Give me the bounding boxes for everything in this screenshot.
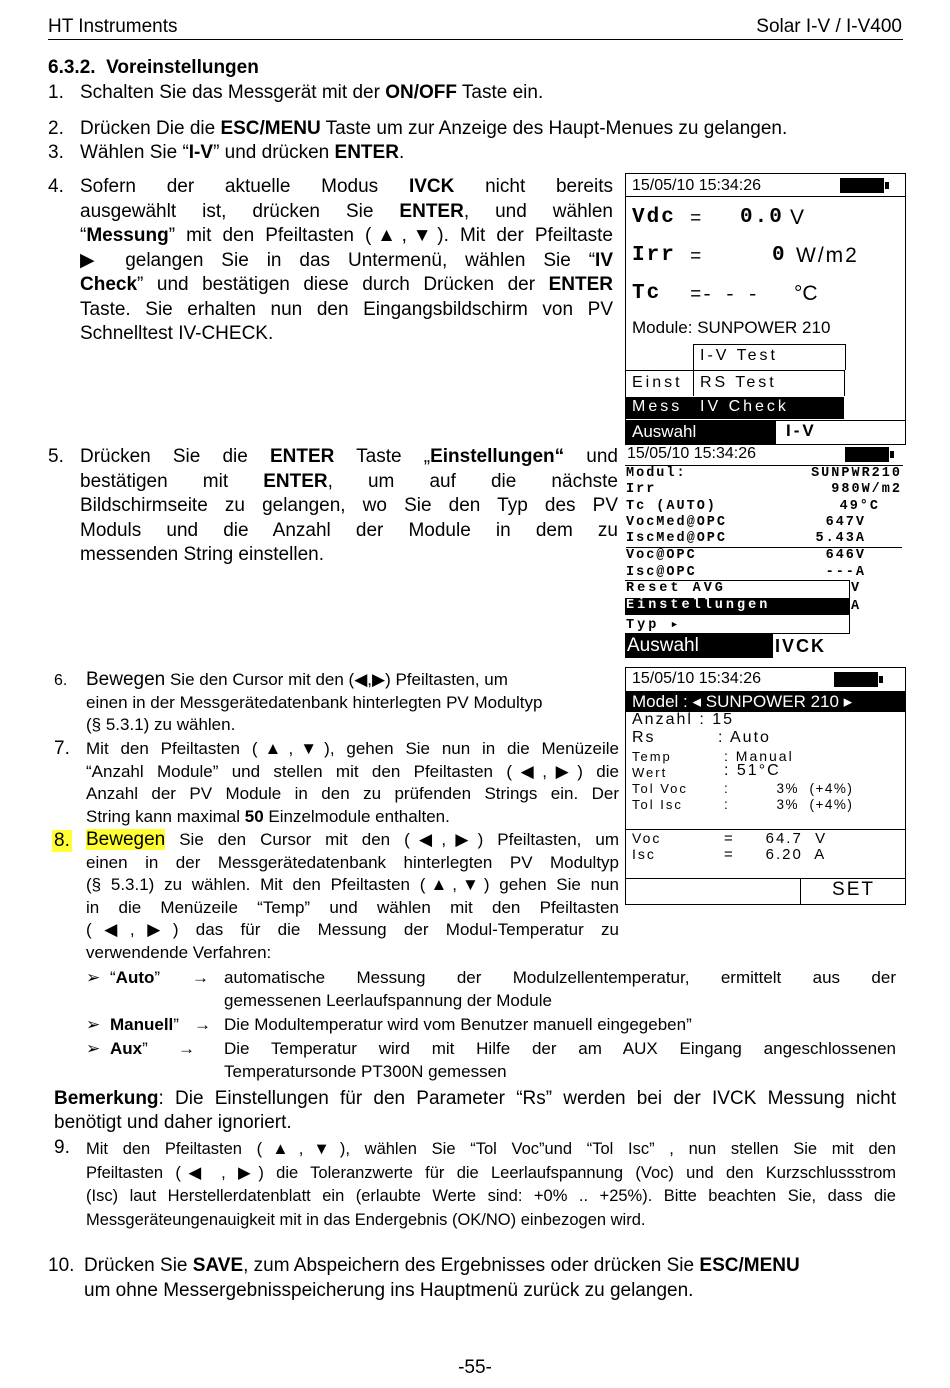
device-screen-1 — [625, 173, 906, 445]
isc-value: = 6.20 A — [724, 846, 827, 863]
tol-voc-value[interactable]: : 3% (+4%) — [724, 781, 854, 796]
menu-rs-test[interactable]: RS Test — [700, 374, 777, 391]
menu-einstellungen[interactable]: Einstellungen — [625, 598, 849, 615]
temp-label: Temp — [632, 749, 672, 764]
header-left: HT Instruments — [48, 16, 178, 37]
section-number: 6.3.2. — [48, 57, 96, 78]
screen3-datetime: 15/05/10 15:34:26 — [632, 670, 762, 687]
battery-icon — [840, 178, 884, 193]
module-name: Module: SUNPOWER 210 — [632, 318, 831, 337]
step-8-number: 8. — [54, 830, 70, 851]
tc-unit: °C — [794, 282, 818, 305]
temp-value[interactable]: : Manual — [724, 748, 794, 764]
screen2-footer-right[interactable]: IVCK — [775, 636, 827, 656]
header-right: Solar I-V / I-V400 — [756, 16, 902, 37]
step-1-number: 1. — [48, 82, 64, 103]
step-10-number: 10. — [48, 1255, 75, 1276]
menu-iv-test[interactable]: I-V Test — [700, 347, 778, 364]
step-5-text: Drücken Sie die ENTER Taste „Einstellungen“ und bestätigen mit ENTER, um auf die nächste Bildschirmseite zu gelangen, wo Sie den Typ des PV Moduls und die Anzahl der Module in dem zu messenden String einstellen. — [80, 446, 618, 565]
screen2-footer-left[interactable]: Auswahl — [625, 634, 773, 658]
step-3-text: Wählen Sie “I-V” und drücken ENTER. — [80, 142, 405, 163]
step-5-number: 5. — [48, 446, 64, 467]
menu-iv-check[interactable]: IV Check — [700, 398, 789, 415]
step-9-number: 9. — [54, 1137, 70, 1158]
battery-icon — [834, 672, 878, 687]
screen2-values: Modul: SUNPWR210 Irr 980W/m2 Tc (AUTO) 49°C VocMed@OPC 647V IscMed@OPC 5.43A Voc@OPC 646V Isc@OPC ---A — [626, 466, 902, 580]
vdc-value: 0.0 — [740, 206, 784, 229]
menu-typ[interactable]: Typ ▸ — [626, 618, 682, 633]
step-7-number: 7. — [54, 738, 70, 759]
screen1-footer-left[interactable]: Auswahl — [626, 420, 776, 444]
screen2-datetime: 15/05/10 15:34:26 — [627, 445, 757, 462]
irr-unit: W/m2 — [796, 244, 859, 267]
model-selector[interactable]: Model : ◂ SUNPOWER 210 ▸ — [626, 691, 905, 712]
menu-reset-tail: V — [851, 581, 860, 596]
step-4-number: 4. — [48, 176, 64, 197]
wert-value[interactable]: : 51°C — [724, 762, 781, 779]
anzahl-field[interactable]: Anzahl : 15 — [632, 711, 735, 728]
step-9-text: Mit den Pfeiltasten (▲,▼), wählen Sie “Tol Voc”und “Tol Isc” , nun stellen Sie mit den Pfeiltasten (◀ , ▶) die Toleranzwerte für die Leerlaufspannung (Voc) und den Kurzschlussstrom (Isc) laut Herstellerdatenblatt ein (erlaubte Werte sind: +0% .. +25%). Bitte beachten Sie, dass die Messgeräteungenauigkeit mit in das Endergebnis (OK/NO) einbezogen wird. — [86, 1140, 896, 1229]
step-2-number: 2. — [48, 118, 64, 139]
step-3-number: 3. — [48, 142, 64, 163]
set-button[interactable]: SET — [832, 879, 875, 900]
device-screen-3 — [625, 667, 906, 905]
step-1-text: Schalten Sie das Messgerät mit der ON/OFF Taste ein. — [80, 82, 544, 103]
note-bemerkung: Bemerkung: Die Einstellungen für den Parameter “Rs” werden bei der IVCK Messung nicht benötigt und daher ignoriert. — [54, 1088, 896, 1133]
tol-voc-label: Tol Voc — [632, 781, 688, 796]
step-2-text: Drücken Die die ESC/MENU Taste um zur Anzeige des Haupt-Menues zu gelangen. — [80, 118, 788, 139]
vdc-label: Vdc — [632, 206, 676, 229]
screen1-datetime: 15/05/10 15:34:26 — [632, 177, 762, 194]
wert-label: Wert — [632, 765, 668, 780]
section-title — [48, 56, 259, 81]
step-6-number: 6. — [54, 672, 68, 689]
tc-value: =- - - — [690, 284, 759, 306]
menu-einst-tail: A — [851, 599, 860, 614]
step-8-text: Bewegen Sie den Cursor mit den (◀,▶) Pfeiltasten, um einen in der Messgerätedatenbank hinterlegten PV Modultyp (§ 5.3.1) zu wählen. Mit den Pfeiltasten (▲,▼) gehen Sie nun in die Menüzeile “Temp” und wählen mit den Pfeiltasten (◀,▶) das für die Messung der Modul-Temperatur zu verwendende Verfahren: — [86, 829, 619, 962]
step-4-text: Sofern der aktuelle Modus IVCK nicht bereits ausgewählt ist, drücken Sie ENTER, und wählen “Messung” mit den Pfeiltasten (▲,▼). Mit der Pfeiltaste ▶ gelangen Sie in das Untermenü, wählen Sie “IV Check” und bestätigen diese durch Drücken der ENTER Taste. Sie erhalten nun den Eingangsbildschirm von PV Schnelltest IV-CHECK. — [80, 176, 613, 344]
tol-isc-label: Tol Isc — [632, 797, 683, 812]
irr-eq: = — [690, 246, 702, 268]
step-10-text: Drücken Sie SAVE, zum Abspeichern des Ergebnisses oder drücken Sie ESC/MENU um ohne Messergebnisspeicherung ins Hauptmenü zurück zu gelangen. — [84, 1255, 800, 1301]
menu-mess[interactable]: Mess — [632, 398, 683, 415]
step-6-text: Bewegen Sie den Cursor mit den (◀,▶) Pfeiltasten, um einen in der Messgerätedatenbank hinterlegten PV Modultyp (§ 5.3.1) zu wählen. — [86, 669, 543, 734]
voc-label: Voc — [632, 830, 662, 846]
rs-value[interactable]: : Auto — [718, 729, 771, 746]
irr-value: 0 — [772, 244, 785, 267]
menu-row-selected[interactable] — [626, 397, 844, 419]
menu-reset-avg[interactable]: Reset AVG — [626, 581, 726, 596]
tol-isc-value[interactable]: : 3% (+4%) — [724, 797, 854, 812]
page-number: -55- — [458, 1357, 492, 1378]
vdc-unit: V — [790, 206, 805, 229]
vdc-eq: = — [690, 208, 702, 230]
section-name: Voreinstellungen — [106, 57, 259, 78]
voc-value: = 64.7 V — [724, 830, 828, 847]
device-screen-2 — [625, 443, 905, 658]
battery-icon — [845, 447, 889, 462]
screen1-footer-right[interactable]: I-V — [786, 421, 817, 440]
header-rule — [48, 39, 903, 40]
step-7-text: Mit den Pfeiltasten (▲,▼), gehen Sie nun in die Menüzeile “Anzahl Module” und stellen mit den Pfeiltasten (◀,▶) die Anzahl der PV Module in den zu prüfenden Strings ein. Der String kann maximal 50 Einzelmodule enthalten. — [86, 739, 619, 826]
isc-label: Isc — [632, 846, 656, 862]
irr-label: Irr — [632, 244, 676, 267]
tc-label: Tc — [632, 282, 662, 305]
rs-label: Rs — [632, 729, 656, 746]
menu-einst[interactable]: Einst — [632, 374, 683, 391]
